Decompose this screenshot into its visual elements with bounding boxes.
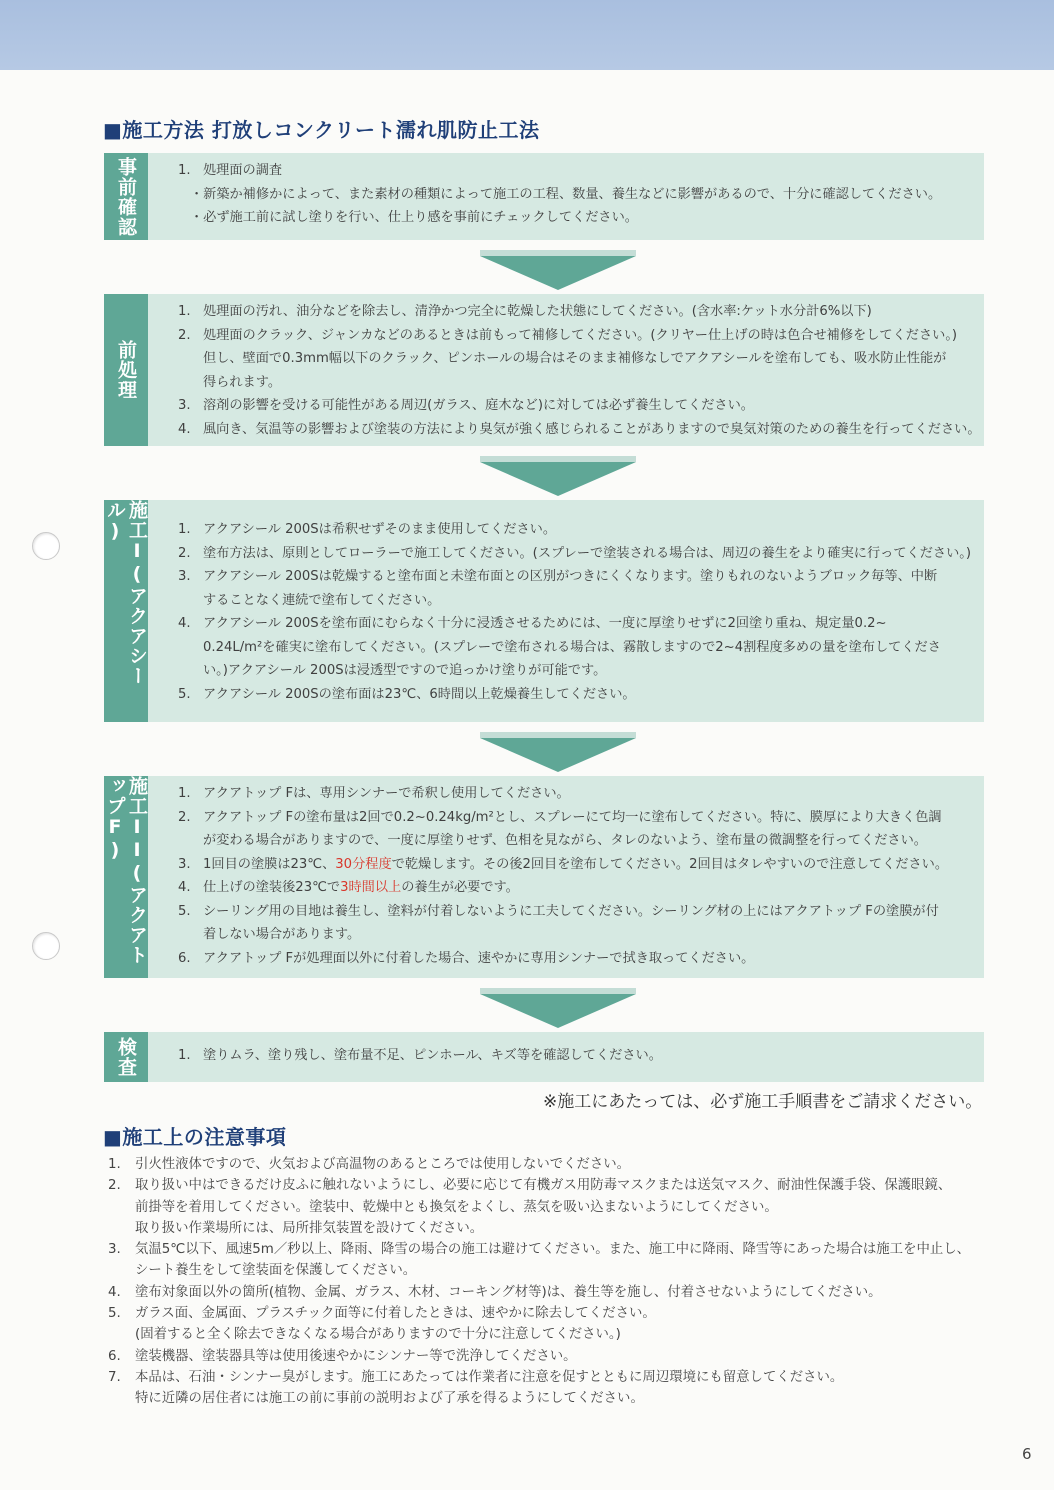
binder-hole bbox=[32, 932, 60, 960]
item-number: 5. bbox=[178, 686, 191, 702]
continuation-line bbox=[108, 1197, 1008, 1218]
item-text-prefix: 1回目の塗膜は23℃、 bbox=[203, 856, 336, 872]
item-text: 塗りムラ、塗り残し、塗布量不足、ピンホール、キズ等を確認してください。 bbox=[203, 1048, 662, 1063]
section-heading-method: ■施工方法 打放しコンクリート濡れ肌防止工法 bbox=[103, 118, 540, 142]
item-text bbox=[203, 853, 948, 877]
item-number: 3. bbox=[178, 398, 191, 413]
item-text: アクアシール 200Sは希釈せずそのまま使用してください。 bbox=[203, 522, 557, 537]
highlight-text: 3時間以上 bbox=[340, 880, 402, 895]
item-text: 前掛等を着用してください。塗装中、乾燥中とも換気をよくし、蒸気を吸い込まないようにしてください。 bbox=[135, 1199, 778, 1215]
item-number: 1. bbox=[178, 522, 191, 537]
item-text: 塗装機器、塗装器具等は使用後速やかにシンナー等で洗浄してください。 bbox=[135, 1348, 577, 1364]
item-text: 着しない場合があります。 bbox=[203, 927, 361, 942]
highlight-text: 30分程度 bbox=[335, 856, 392, 872]
item-text: い。)アクアシール 200Sは浸透型ですので追っかけ塗りが可能です。 bbox=[203, 663, 607, 678]
item-text: 但し、壁面で0.3mm幅以下のクラック、ピンホールの場合はそのまま補修なしでアクアシールを塗布しても、吸水防止性能が bbox=[203, 351, 947, 366]
step-body bbox=[148, 1032, 984, 1082]
item-text: シーリング用の目地は養生し、塗料が付着しないように工夫してください。シーリング材の上にはアクアトップ Fの塗膜が付 bbox=[203, 903, 939, 919]
top-color-band bbox=[0, 0, 1054, 70]
item-number: 2. bbox=[108, 1178, 121, 1194]
list-item bbox=[178, 518, 984, 542]
item-text: ガラス面、金属面、プラスチック面等に付着したときは、速やかに除去してください。 bbox=[135, 1306, 656, 1322]
list-item bbox=[108, 1282, 1008, 1303]
item-number: 2. bbox=[178, 545, 191, 561]
item-number: 6. bbox=[178, 950, 191, 966]
item-number: 5. bbox=[108, 1306, 121, 1322]
list-item bbox=[178, 782, 984, 806]
item-text: 本品は、石油・シンナー臭がします。施工にあたっては作業者に注意を促すとともに周辺環境にも留意してください。 bbox=[135, 1369, 844, 1385]
item-text: アクアシール 200Sは乾燥すると塗布面と未塗布面との区別がつきにくくなります。塗りもれのないようブロック毎等、中断 bbox=[203, 569, 938, 584]
item-number: 3. bbox=[178, 569, 191, 584]
item-text: 処理面のクラック、ジャンカなどのあるときは前もって補修してください。(クリヤー仕上げの時は色合せ補修をしてください。) bbox=[203, 327, 958, 343]
item-text: アクアトップ Fの塗布量は2回で0.2~0.24kg/m²とし、スプレーにて均一に塗布してください。特に、膜厚により大きく色調 bbox=[203, 809, 942, 825]
down-arrow-icon bbox=[480, 250, 636, 290]
item-text: アクアトップ Fは、専用シンナーで希釈し使用してください。 bbox=[203, 786, 570, 801]
list-item bbox=[108, 1303, 1008, 1324]
item-text: ・必ず施工前に試し塗りを行い、仕上り感を事前にチェックしてください。 bbox=[190, 210, 638, 225]
list-item bbox=[178, 418, 984, 442]
list-item bbox=[178, 159, 984, 183]
list-item bbox=[178, 324, 984, 348]
item-number: 1. bbox=[108, 1157, 121, 1172]
item-number: 1. bbox=[178, 163, 191, 178]
step-box bbox=[104, 153, 984, 240]
item-text: アクアシール 200Sを塗布面にむらなく十分に浸透させるためには、一度に厚塗りせずに2回塗り重ね、規定量0.2~ bbox=[203, 616, 887, 631]
list-item bbox=[178, 853, 984, 877]
list-item bbox=[108, 1239, 1008, 1260]
continuation-line bbox=[178, 589, 984, 613]
section-heading-caution: ■施工上の注意事項 bbox=[103, 1125, 287, 1149]
item-number: 2. bbox=[178, 809, 191, 825]
item-number: 6. bbox=[108, 1348, 121, 1364]
item-text: 塗布方法は、原則としてローラーで施工してください。(スプレーで塗装される場合は、周辺の養生をより確実に行ってください。) bbox=[203, 545, 972, 561]
item-text: 処理面の汚れ、油分などを除去し、清浄かつ完全に乾燥した状態にしてください。(含水率:ケット水分計6%以下) bbox=[203, 304, 872, 319]
item-number: 1. bbox=[178, 1048, 191, 1063]
continuation-line bbox=[178, 636, 984, 660]
list-item bbox=[178, 806, 984, 830]
step-box bbox=[104, 1032, 984, 1082]
list-item bbox=[178, 612, 984, 636]
page-number: 6 bbox=[1022, 1445, 1032, 1463]
item-number: 5. bbox=[178, 903, 191, 919]
list-item bbox=[108, 1154, 1008, 1175]
list-item bbox=[178, 900, 984, 924]
list-item bbox=[178, 300, 984, 324]
item-number: 1. bbox=[178, 786, 191, 801]
caution-list bbox=[108, 1154, 1008, 1410]
list-item bbox=[178, 542, 984, 566]
request-note: ※施工にあたっては、必ず施工手順書をご請求ください。 bbox=[543, 1092, 983, 1112]
continuation-line bbox=[178, 923, 984, 947]
item-number: 3. bbox=[108, 1242, 121, 1258]
item-text: 引火性液体ですので、火気および高温物のあるところでは使用しないでください。 bbox=[135, 1157, 631, 1172]
down-arrow-icon bbox=[480, 732, 636, 772]
list-item bbox=[178, 947, 984, 971]
step-body bbox=[148, 294, 984, 446]
item-text: 溶剤の影響を受ける可能性がある周辺(ガラス、庭木など)に対しては必ず養生してください。 bbox=[203, 398, 754, 413]
item-text: 気温5℃以下、風速5m／秒以上、降雨、降雪の場合の施工は避けてください。また、施工中に降雨、降雪等にあった場合は施工を中止し、 bbox=[135, 1242, 971, 1258]
item-number: 4. bbox=[108, 1284, 121, 1300]
step-label: 施工I(アクアシール) bbox=[104, 500, 148, 722]
list-item bbox=[108, 1367, 1008, 1388]
item-text: シート養生をして塗装面を保護してください。 bbox=[135, 1263, 417, 1279]
list-item bbox=[178, 394, 984, 418]
step-label: 事前確認 bbox=[104, 153, 148, 240]
step-label: 施工II(アクアトップF) bbox=[104, 776, 148, 978]
item-number: 2. bbox=[178, 327, 191, 343]
step-body bbox=[148, 153, 984, 240]
item-text bbox=[203, 876, 519, 900]
item-text-suffix: で乾燥します。その後2回目を塗布してください。2回目はタレやすいので注意してください。 bbox=[391, 856, 949, 872]
item-text: 得られます。 bbox=[203, 374, 282, 390]
step-label: 前処理 bbox=[104, 294, 148, 446]
item-text: アクアシール 200Sの塗布面は23℃、6時間以上乾燥養生してください。 bbox=[203, 686, 636, 702]
continuation-line bbox=[108, 1388, 1008, 1409]
item-text: 0.24L/m²を確実に塗布してください。(スプレーで塗布される場合は、霧散しますので2~4割程度多めの量を塗布してくださ bbox=[203, 639, 941, 655]
continuation-line bbox=[178, 659, 984, 683]
step-box bbox=[104, 500, 984, 722]
item-text: が変わる場合がありますので、一度に厚塗りせず、色相を見ながら、タレのないよう、塗布量の微調整を行ってください。 bbox=[203, 833, 927, 848]
item-number: 4. bbox=[178, 880, 191, 895]
list-item bbox=[178, 206, 984, 230]
down-arrow-icon bbox=[480, 456, 636, 496]
item-text-prefix: 仕上げの塗装後23℃で bbox=[203, 880, 341, 895]
item-text: 特に近隣の居住者には施工の前に事前の説明および了承を得るようにしてください。 bbox=[135, 1391, 644, 1407]
list-item bbox=[178, 876, 984, 900]
continuation-line bbox=[178, 347, 984, 371]
item-number: 4. bbox=[178, 616, 191, 631]
item-text: 取り扱い作業場所には、局所排気装置を設けてください。 bbox=[135, 1220, 484, 1236]
continuation-line bbox=[108, 1218, 1008, 1239]
item-number: 3. bbox=[178, 856, 191, 872]
item-number: 7. bbox=[108, 1369, 121, 1385]
step-box bbox=[104, 776, 984, 978]
down-arrow-icon bbox=[480, 988, 636, 1028]
step-label: 検査 bbox=[104, 1032, 148, 1082]
continuation-line bbox=[108, 1260, 1008, 1281]
item-text: 風向き、気温等の影響および塗装の方法により臭気が強く感じられることがありますので臭気対策のための養生を行ってください。 bbox=[203, 421, 981, 437]
list-item bbox=[178, 183, 984, 207]
list-item bbox=[178, 683, 984, 707]
binder-hole bbox=[32, 532, 60, 560]
list-item bbox=[108, 1175, 1008, 1196]
item-text-suffix: の養生が必要です。 bbox=[401, 880, 519, 895]
continuation-line bbox=[178, 371, 984, 395]
item-text: (固着すると全く除去できなくなる場合がありますので十分に注意してください。) bbox=[135, 1327, 621, 1343]
item-text: アクアトップ Fが処理面以外に付着した場合、速やかに専用シンナーで拭き取ってください。 bbox=[203, 950, 755, 966]
item-text: ・新築か補修かによって、また素材の種類によって施工の工程、数量、養生などに影響があるので、十分に確認してください。 bbox=[190, 186, 942, 202]
continuation-line bbox=[178, 829, 984, 853]
item-text: 塗布対象面以外の箇所(植物、金属、ガラス、木材、コーキング材等)は、養生等を施し、付着させないようにしてください。 bbox=[135, 1284, 882, 1300]
step-box bbox=[104, 294, 984, 446]
item-number: 4. bbox=[178, 421, 191, 437]
continuation-line bbox=[108, 1324, 1008, 1345]
item-text: 取り扱い中はできるだけ皮ふに触れないようにし、必要に応じて有機ガス用防毒マスクまたは送気マスク、耐油性保護手袋、保護眼鏡、 bbox=[135, 1178, 952, 1194]
item-text: 処理面の調査 bbox=[203, 163, 283, 178]
step-body bbox=[148, 776, 984, 978]
list-item bbox=[178, 565, 984, 589]
step-body bbox=[148, 500, 984, 722]
item-text: することなく連続で塗布してください。 bbox=[203, 592, 441, 608]
item-number: 1. bbox=[178, 304, 191, 319]
list-item bbox=[178, 1044, 984, 1068]
list-item bbox=[108, 1346, 1008, 1367]
